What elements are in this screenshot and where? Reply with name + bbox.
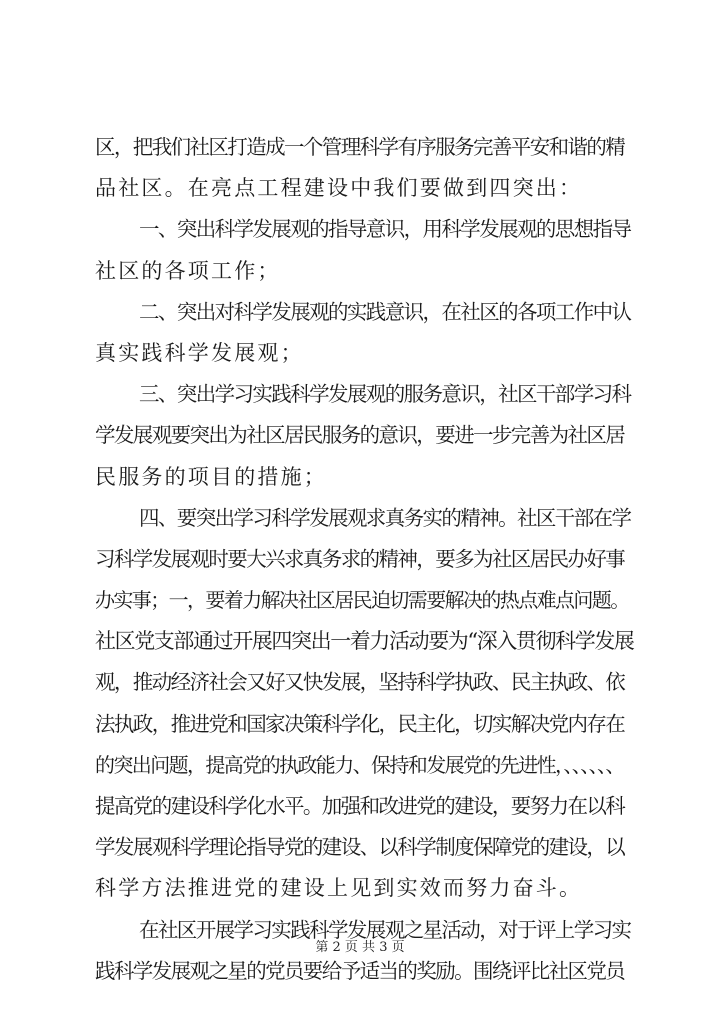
text-line: 学发展观要突出为社区居民服务的意识，要进一步完善为社区居 bbox=[95, 423, 625, 448]
text-line: 民服务的项目的措施； bbox=[95, 464, 327, 489]
text-line: 习科学发展观时要大兴求真务求的精神，要多为社区居民办好事 bbox=[95, 546, 625, 571]
text-line: 法执政，推进党和国家决策科学化，民主化，切实解决党内存在 bbox=[95, 711, 625, 736]
text-line: 践科学发展观之星的党员要给予适当的奖励。围绕评比社区党员 bbox=[95, 958, 625, 983]
text-line: 区，把我们社区打造成一个管理科学有序服务完善平安和谐的精 bbox=[95, 135, 625, 159]
text-line: 科学方法推进党的建设上见到实效而努力奋斗。 bbox=[95, 876, 583, 901]
document-body bbox=[95, 127, 635, 992]
text-line: 学发展观科学理论指导党的建设、以科学制度保障党的建设，以 bbox=[95, 835, 625, 860]
text-line: 四、要突出学习科学发展观求真务实的精神。社区干部在学 bbox=[139, 505, 631, 530]
text-line: 办实事；一，要着力解决社区居民迫切需要解决的热点难点问题。 bbox=[95, 588, 629, 613]
text-line: 提高党的建设科学化水平。加强和改进党的建设，要努力在以科 bbox=[95, 794, 625, 818]
page-number-footer: 第 2 页 共 3 页 bbox=[315, 940, 405, 955]
text-line: 二、突出对科学发展观的实践意识，在社区的各项工作中认 bbox=[139, 299, 631, 324]
text-line: 在社区开展学习实践科学发展观之星活动，对于评上学习实 bbox=[139, 917, 631, 942]
text-line: 的突出问题，提高党的执政能力、保持和发展党的先进性，、、、、、、 bbox=[95, 752, 624, 777]
text-line: 真实践科学发展观； bbox=[95, 340, 304, 365]
text-line: 社区党支部通过开展四突出一着力活动要为“深入贯彻科学发展 bbox=[95, 629, 634, 654]
text-line: 三、突出学习实践科学发展观的服务意识，社区干部学习科 bbox=[139, 382, 631, 407]
text-line: 品社区。在亮点工程建设中我们要做到四突出： bbox=[95, 176, 583, 201]
text-line: 一、突出科学发展观的指导意识，用科学发展观的思想指导 bbox=[139, 217, 631, 242]
text-line: 社区的各项工作； bbox=[95, 258, 281, 283]
text-line: 观，推动经济社会又好又快发展，坚持科学执政、民主执政、依 bbox=[95, 670, 625, 695]
